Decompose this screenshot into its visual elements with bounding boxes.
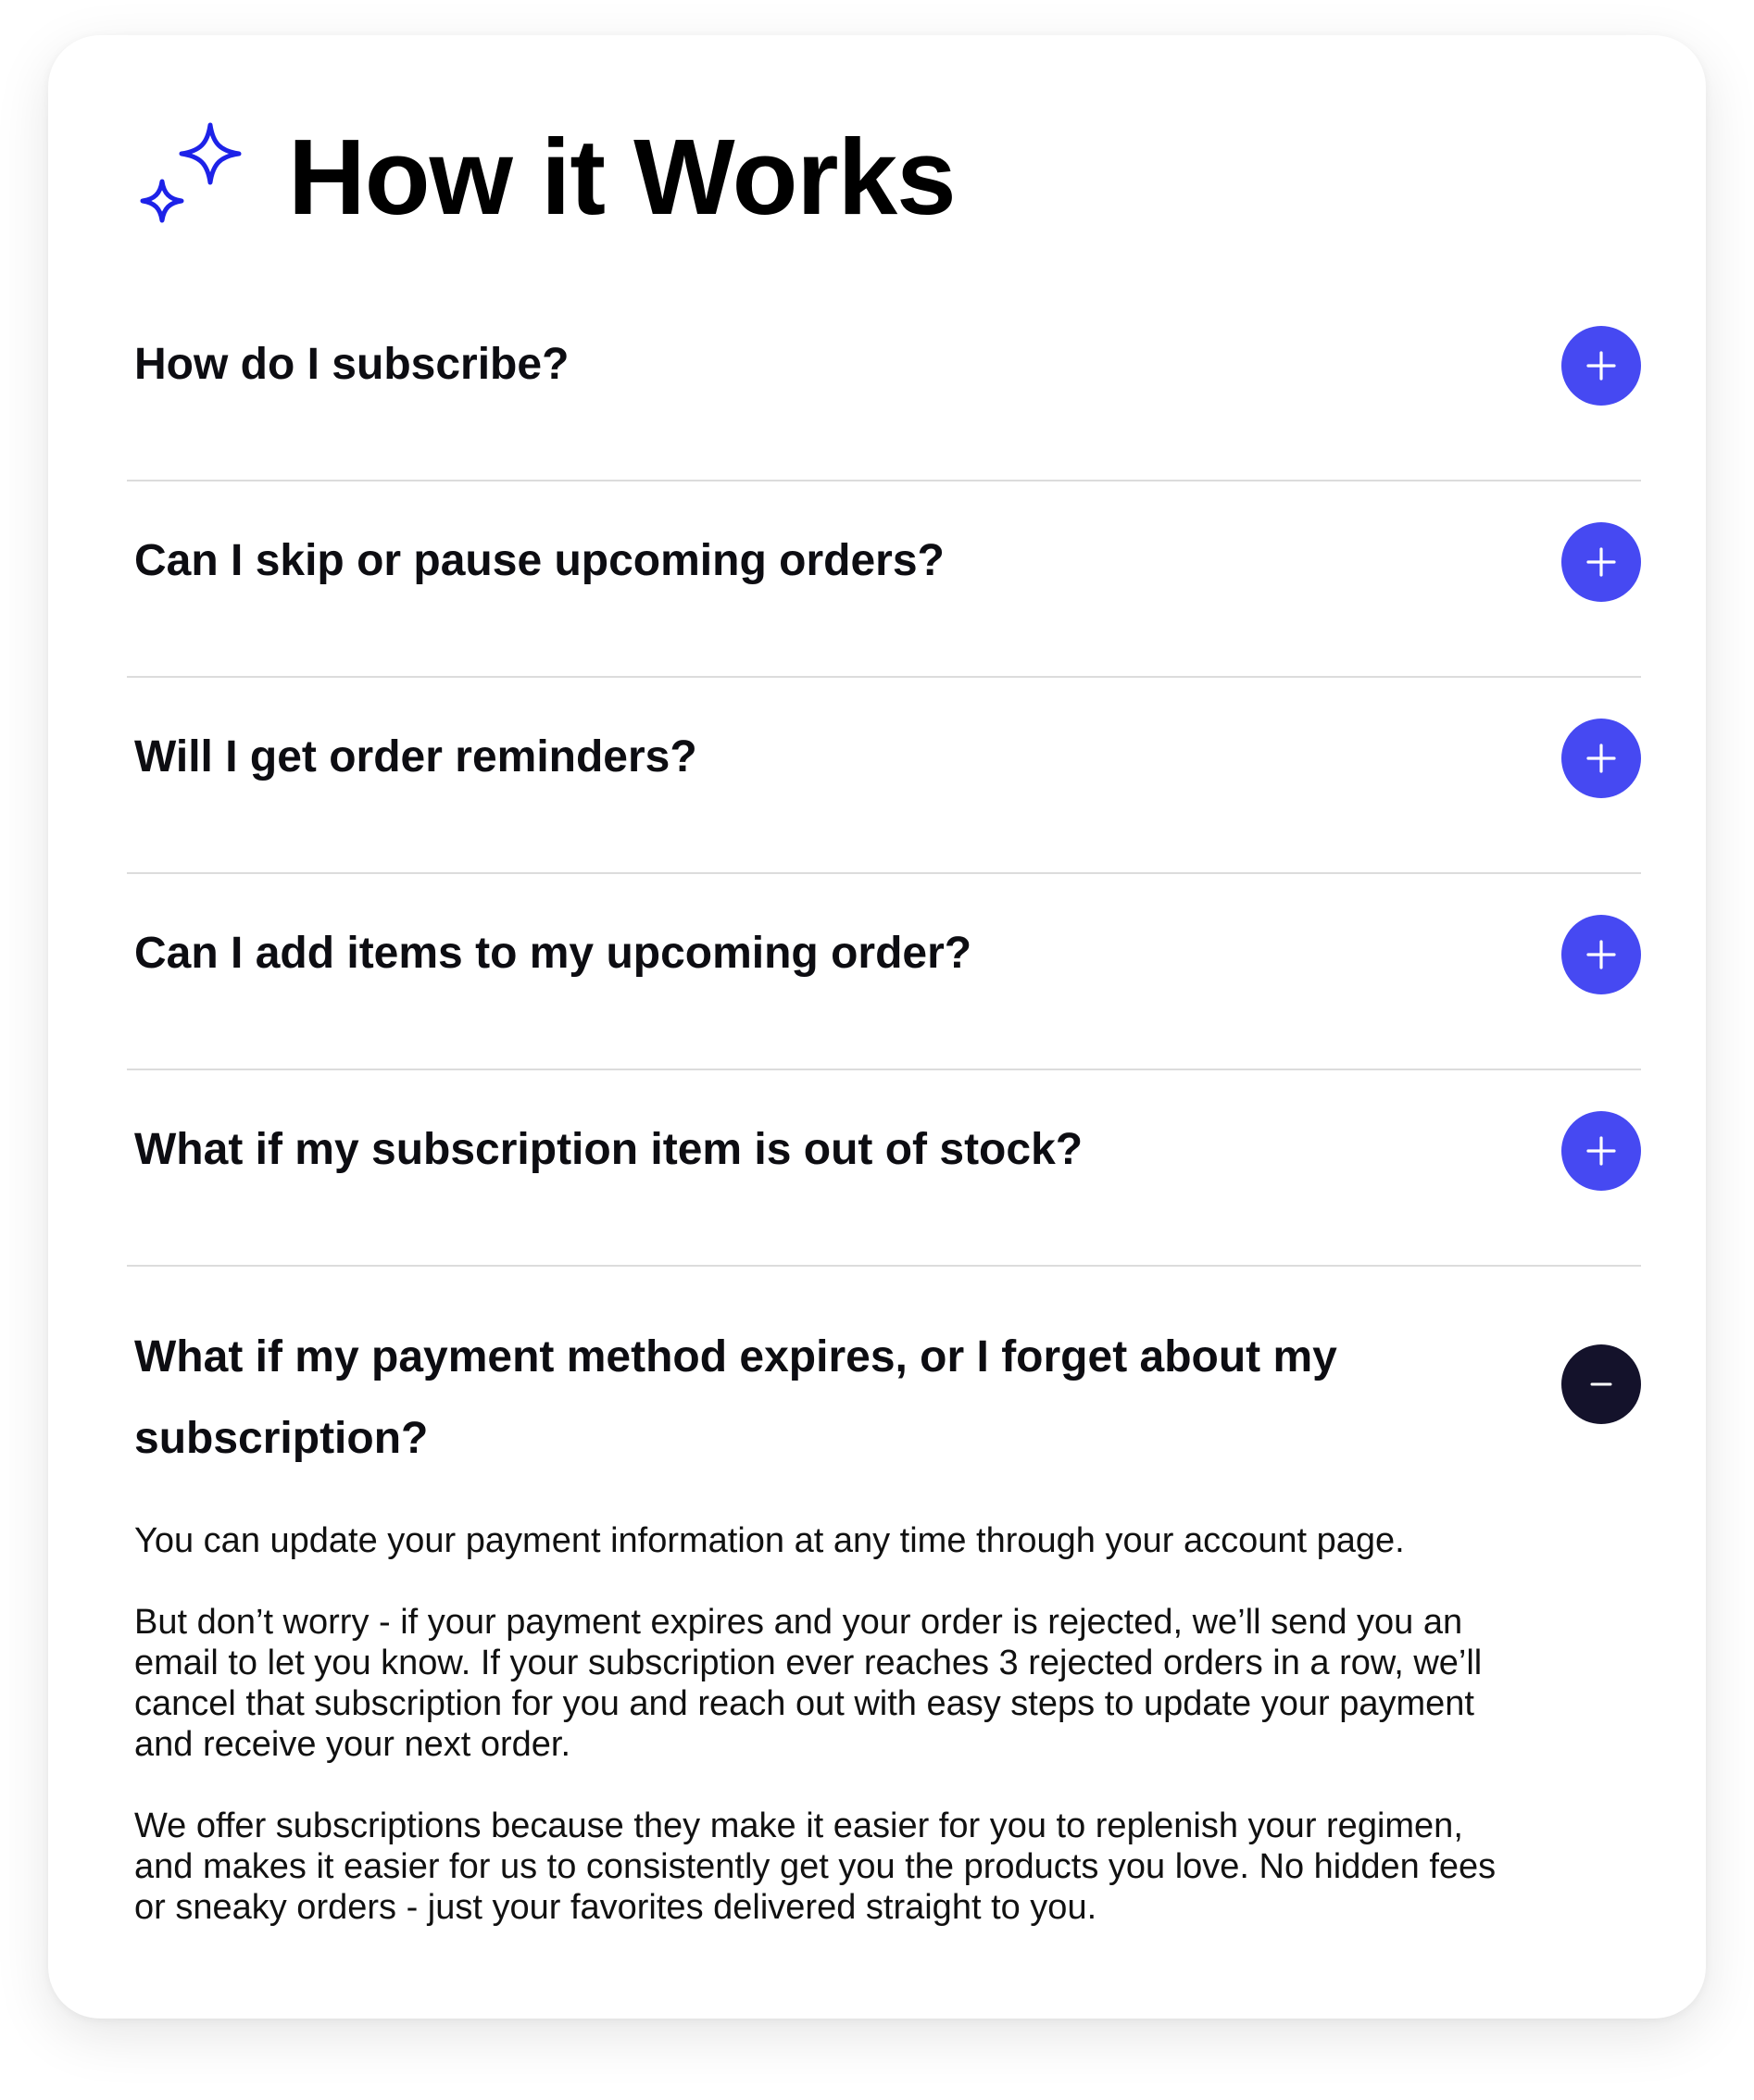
faq-question[interactable]: Can I skip or pause upcoming orders? xyxy=(134,536,945,585)
plus-icon xyxy=(1583,936,1620,973)
sparkle-icon xyxy=(137,119,253,235)
expand-button[interactable] xyxy=(1561,522,1641,602)
faq-item[interactable] xyxy=(127,1070,1641,1267)
plus-icon xyxy=(1583,1132,1620,1169)
plus-icon xyxy=(1583,544,1620,581)
faq-item[interactable] xyxy=(127,874,1641,1070)
faq-question[interactable]: What if my subscription item is out of stock? xyxy=(134,1125,1084,1174)
faq-item[interactable] xyxy=(127,678,1641,874)
expand-button[interactable] xyxy=(1561,1111,1641,1191)
faq-question[interactable]: How do I subscribe? xyxy=(134,340,570,389)
minus-icon xyxy=(1583,1366,1620,1403)
answer-paragraph: You can update your payment information at any time through your account page. xyxy=(134,1521,1405,1560)
faq-item[interactable] xyxy=(127,285,1641,481)
expand-button[interactable] xyxy=(1561,719,1641,798)
plus-icon xyxy=(1583,347,1620,384)
faq-question[interactable]: What if my payment method expires, or I forget about my subscription? xyxy=(134,1332,1337,1463)
page-title: How it Works xyxy=(288,117,956,237)
expand-button[interactable] xyxy=(1561,326,1641,406)
faq-item[interactable] xyxy=(127,481,1641,678)
faq-question[interactable]: Will I get order reminders? xyxy=(134,732,697,781)
expand-button[interactable] xyxy=(1561,915,1641,994)
faq-card xyxy=(48,35,1706,2019)
faq-answer xyxy=(134,1520,1523,1928)
faq-item-expanded[interactable] xyxy=(127,1267,1641,1965)
answer-paragraph: But don’t worry - if your payment expires and your order is rejected, we’ll send you an email to let you know. If your subscription ever reaches 3 rejected orders in a row, we’ll cancel that subscription for you and reach out with easy steps to update your payment and receive your next order. xyxy=(134,1603,1483,1764)
faq-question[interactable]: Can I add items to my upcoming order? xyxy=(134,929,972,978)
section-header xyxy=(137,107,956,246)
plus-icon xyxy=(1583,740,1620,777)
collapse-button[interactable] xyxy=(1561,1344,1641,1424)
faq-list xyxy=(127,285,1641,1965)
answer-paragraph: We offer subscriptions because they make it easier for you to replenish your regimen, and makes it easier for us to consistently get you the products you love. No hidden fees or sneaky orders - just your favorites delivered straight to you. xyxy=(134,1806,1497,1927)
